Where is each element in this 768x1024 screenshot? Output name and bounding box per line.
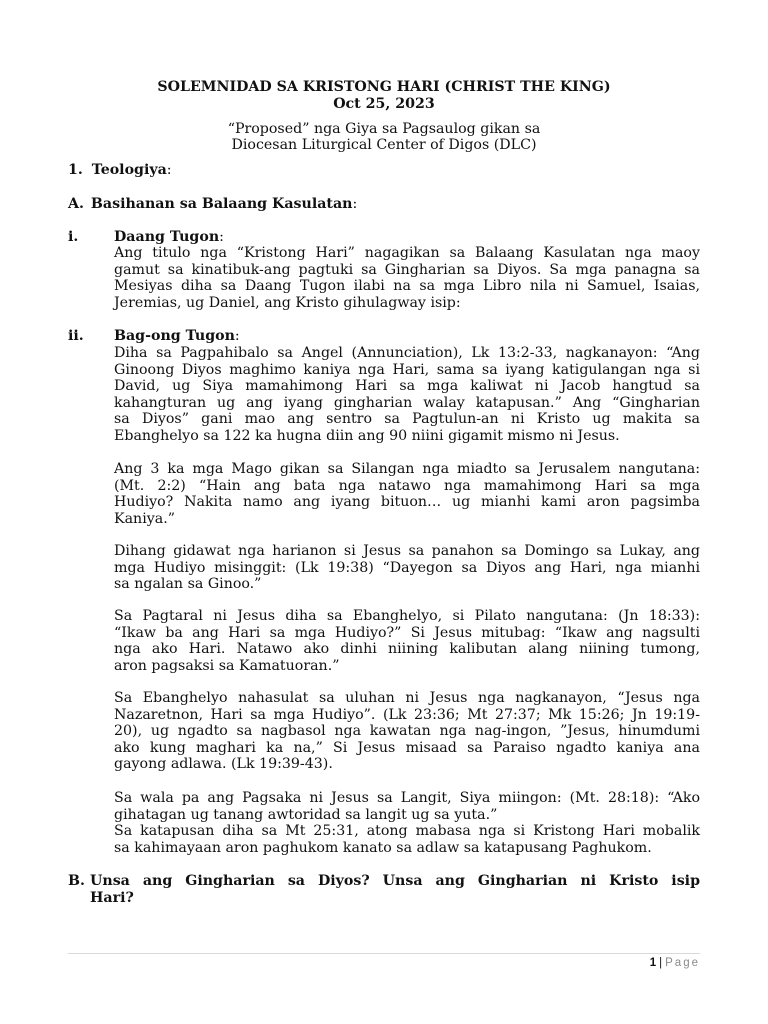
item-ii-paragraph-1 xyxy=(114,345,700,445)
paragraph-line: Diha sa Pagpahibalo sa Angel (Annunciation), Lk 13:2-33, nagkanayon: “Ang xyxy=(114,345,700,361)
paragraph-line: mga Hudiyo misinggit: (Lk 19:38) “Dayegon sa Diyos ang Hari, nga mianhi xyxy=(114,559,700,576)
section-b-line: Unsa ang Gingharian sa Diyos? Unsa ang Gingharian ni Kristo isip xyxy=(90,873,700,889)
paragraph-line: Hudiyo? Nakita namo ang iyang bituon… ug mianhi kami aron pagsimba xyxy=(114,494,700,511)
paragraph-line: Mesiyas diha sa Daang Tugon ilabi na sa mga Libro nila ni Samuel, Isaias, xyxy=(114,278,700,295)
item-i-heading: Daang Tugon: xyxy=(114,229,224,245)
paragraph-line: gihatagan ug tanang awtoridad sa langit ug sa yuta.” xyxy=(114,806,498,823)
paragraph-line: gamut sa kinatibuk-ang pagtuki sa Gingharian sa Diyos. Sa mga panagna sa xyxy=(114,261,700,278)
item-ii-paragraph-5 xyxy=(114,690,700,773)
paragraph-line: Ang 3 ka mga Mago gikan sa Silangan nga miadto sa Jerusalem nangutana: xyxy=(114,461,700,477)
item-ii-paragraph-4 xyxy=(114,608,700,674)
paragraph-line: aron pagsaksi sa Kamatuoran.” xyxy=(114,657,340,674)
paragraph-line: ako kung maghari ka na,” Si Jesus misaad sa Paraiso ngadto kaniya ana xyxy=(114,739,700,756)
paragraph-line: Sa Pagtaral ni Jesus diha sa Ebanghelyo, si Pilato nangutana: (Jn 18:33): xyxy=(114,608,700,624)
document-date: Oct 25, 2023 xyxy=(333,96,435,112)
item-ii-heading: Bag-ong Tugon: xyxy=(114,328,240,344)
section-b-label: B. xyxy=(68,873,85,889)
section-b-line: Hari? xyxy=(90,890,134,906)
footer-divider xyxy=(68,953,700,954)
paragraph-line: sa kahimayaan aron paghukom kanato sa adlaw sa katapusang Paghukom. xyxy=(114,839,652,856)
paragraph-line: Jeremias, ug Daniel, ang Kristo gihulagway isip: xyxy=(114,294,461,311)
paragraph-line: Sa wala pa ang Pagsaka ni Jesus sa Langit, Siya miingon: (Mt. 28:18): “Ako xyxy=(114,790,700,806)
page-footer xyxy=(650,956,700,970)
item-ii-paragraph-6 xyxy=(114,790,700,856)
paragraph-line: kahangturan ug ang iyang gingharian walay katapusan.” Ang “Gingharian xyxy=(114,394,700,411)
item-ii-title: Bag-ong Tugon xyxy=(114,328,235,344)
paragraph-line: sa Diyos” gani mao ang sentro sa Pagtulun-an ni Kristo ug makita sa xyxy=(114,411,700,428)
paragraph-line: Sa Ebanghelyo nahasulat sa uluhan ni Jesus nga nagkanayon, “Jesus nga xyxy=(114,690,700,706)
footer-separator: | xyxy=(659,957,663,969)
paragraph-line: Ebanghelyo sa 122 ka hugna diin ang 90 niini gigamit mismo ni Jesus. xyxy=(114,427,620,444)
paragraph-line: Nazaretnon, Hari sa mga Hudiyo”. (Lk 23:36; Mt 27:37; Mk 15:26; Jn 19:19- xyxy=(114,706,700,723)
paragraph-line: Sa katapusan diha sa Mt 25:31, atong mabasa nga si Kristong Hari mobalik xyxy=(114,823,700,840)
paragraph-line: Kaniya.” xyxy=(114,510,175,527)
section-a-heading: A. Basihanan sa Balaang Kasulatan: xyxy=(68,196,358,212)
document-subtitle-line1: “Proposed” nga Giya sa Pagsaulog gikan sa xyxy=(227,121,541,137)
section-a-title: Basihanan sa Balaang Kasulatan xyxy=(90,196,353,212)
section-b-heading xyxy=(90,873,700,907)
paragraph-line: Ang titulo nga “Kristong Hari” nagagikan sa Balaang Kasulatan nga maoy xyxy=(114,245,700,261)
section-1-label: 1. xyxy=(68,162,83,178)
document-subtitle-line2: Diocesan Liturgical Center of Digos (DLC) xyxy=(231,137,537,153)
paragraph-line: nga ako Hari. Natawo ako dinhi niining kalibutan alang niining tumong, xyxy=(114,641,700,658)
page-number: 1 xyxy=(649,957,657,969)
item-ii-label: ii. xyxy=(68,328,84,344)
paragraph-line: sa ngalan sa Ginoo.” xyxy=(114,576,262,593)
paragraph-line: 20), ug ngadto sa nagbasol nga kawatan nga nag-ingon, ”Jesus, hinumdumi xyxy=(114,723,700,740)
paragraph-line: (Mt. 2:2) “Hain ang bata nga natawo nga mamahimong Hari sa mga xyxy=(114,477,700,494)
section-1-heading: 1. Teologiya: xyxy=(68,162,172,178)
item-i-label: i. xyxy=(68,229,79,245)
section-1-title: Teologiya xyxy=(91,162,167,178)
item-i-paragraph xyxy=(114,245,700,311)
item-ii-paragraph-3 xyxy=(114,543,700,593)
paragraph-line: gayong adlawa. (Lk 19:39-43). xyxy=(114,756,333,773)
item-ii-paragraph-2 xyxy=(114,461,700,527)
document-title: SOLEMNIDAD SA KRISTONG HARI (CHRIST THE KING) xyxy=(157,79,611,95)
paragraph-line: Ginoong Diyos maghimo kaniya nga Hari, sama sa iyang katigulangan nga si xyxy=(114,361,700,378)
paragraph-line: David, ug Siya mamahimong Hari sa mga kaliwat ni Jacob hangtud sa xyxy=(114,378,700,395)
section-a-label: A. xyxy=(68,196,84,212)
paragraph-line: “Ikaw ba ang Hari sa mga Hudiyo?” Si Jesus mitubag: “Ikaw ang nagsulti xyxy=(114,624,700,641)
item-i-title: Daang Tugon xyxy=(114,229,220,245)
page-label: Page xyxy=(665,957,700,969)
paragraph-line: Dihang gidawat nga harianon si Jesus sa panahon sa Domingo sa Lukay, ang xyxy=(114,543,700,559)
